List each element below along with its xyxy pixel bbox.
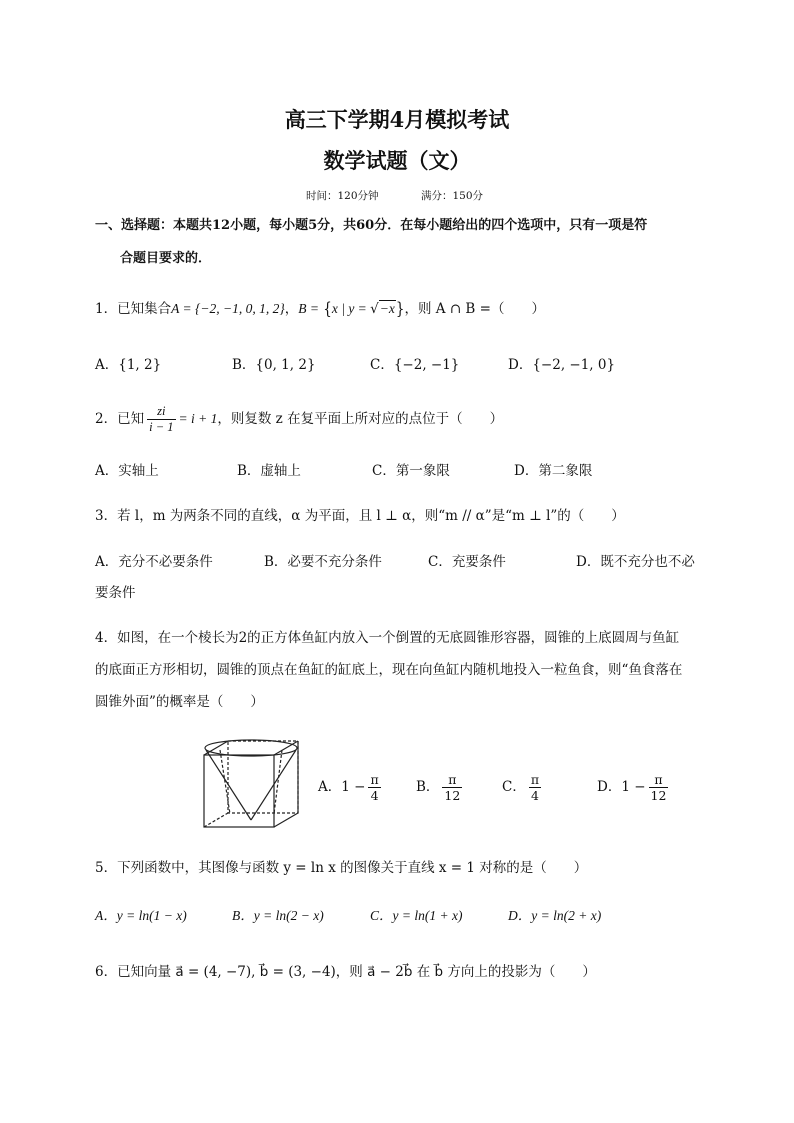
q3-option-d-cont: 要条件	[95, 585, 136, 601]
q4-option-d	[597, 768, 671, 806]
question-4-line-2: 的底面正方形相切，圆锥的顶点在鱼缸的缸底上，现在向鱼缸内随机地投入一粒鱼食，则“鱼食落在	[95, 662, 683, 678]
q4-option-c-num: π	[530, 772, 540, 787]
q4-option-c-fraction	[529, 772, 541, 803]
q2-option-b: B．虚轴上	[237, 463, 301, 479]
q4-option-a-fraction	[368, 772, 380, 803]
question-3: 3．若 l，m 为两条不同的直线，α 为平面，且 l ⊥ α，则“m // α”是“m ⊥ l”的（ ）	[95, 508, 625, 524]
question-4-line-1: 4．如图，在一个棱长为2的正方体鱼缸内放入一个倒置的无底圆锥形容器，圆锥的上底圆周与鱼缸	[95, 630, 680, 646]
q1-prefix: 1．已知集合	[95, 301, 172, 317]
cone-rim-ellipse	[205, 740, 297, 756]
cube-edge-bottom-right	[274, 813, 298, 827]
q1-option-c: C．{−2, −1}	[370, 357, 460, 373]
q2-frac-den: i − 1	[149, 420, 174, 434]
q5-option-d: D．y = ln(2 + x)	[508, 908, 602, 923]
q3-option-a: A．充分不必要条件	[95, 554, 213, 570]
q4-option-b-fraction	[442, 772, 462, 803]
q4-option-a-den: 4	[370, 788, 379, 803]
question-4-line-3: 圆锥外面”的概率是（ ）	[95, 694, 264, 710]
exam-subtitle: 数学试题（文）	[323, 148, 471, 173]
q4-option-b-label: B．	[416, 779, 440, 795]
q1-set-b-radicand: −x	[379, 301, 395, 316]
q3-option-d: D．既不充分也不必	[576, 554, 695, 570]
cube-front-face	[204, 755, 274, 827]
q2-option-a: A．实轴上	[95, 463, 159, 479]
q4-option-d-den: 12	[650, 788, 667, 803]
q1-tail: ，则 A ∩ B =（ ）	[404, 301, 545, 317]
q1-set-b-lead: B =	[298, 301, 319, 316]
cube-edge-hidden	[204, 813, 228, 827]
q4-option-d-fraction	[649, 772, 669, 803]
q4-option-c-label: C．	[502, 779, 526, 795]
section-heading: 一、选择题：本题共12小题，每小题5分，共60分．在每小题给出的四个选项中，只有一项是符	[95, 218, 648, 233]
q1-option-d: D．{−2, −1, 0}	[508, 357, 616, 373]
q4-option-d-label: D．1 −	[597, 779, 646, 795]
section-heading-cont: 合题目要求的．	[120, 251, 212, 266]
q4-option-c	[502, 768, 544, 806]
q4-option-a-num: π	[370, 772, 379, 787]
q2-option-c: C．第一象限	[372, 463, 450, 479]
q2-prefix: 2．已知	[95, 411, 145, 427]
q4-option-b	[416, 768, 465, 806]
q2-option-d: D．第二象限	[514, 463, 593, 479]
q5-option-c: C．y = ln(1 + x)	[370, 908, 463, 923]
cube-cone-figure	[196, 738, 308, 832]
q1-set-b-body: x | y =	[331, 301, 371, 316]
q4-option-b-den: 12	[444, 788, 461, 803]
q4-option-a	[318, 768, 384, 806]
q2-frac-num: zi	[147, 404, 175, 420]
q4-option-c-den: 4	[530, 788, 539, 803]
q5-option-b: B．y = ln(2 − x)	[232, 908, 324, 923]
q4-option-b-num: π	[442, 772, 462, 788]
q4-option-a-label: A．1 −	[318, 779, 366, 795]
question-6: 6．已知向量 a⃗ = (4, −7), b⃗ = (3, −4)，则 a⃗ − 2b⃗ 在 b⃗ 方向上的投影为（ ）	[95, 964, 596, 980]
question-5: 5．下列函数中，其图像与函数 y = ln x 的图像关于直线 x = 1 对称的是（ ）	[95, 860, 588, 876]
q1-option-b: B．{0, 1, 2}	[232, 357, 316, 373]
score-info: 满分：150分	[421, 190, 484, 202]
q3-option-b: B．必要不充分条件	[264, 554, 382, 570]
q5-option-a: A．y = ln(1 − x)	[95, 908, 187, 923]
q2-tail: ，则复数 z 在复平面上所对应的点位于（ ）	[217, 411, 504, 427]
exam-title: 高三下学期4月模拟考试	[284, 107, 510, 132]
q3-option-c: C．充要条件	[428, 554, 506, 570]
time-info: 时间：120分钟	[306, 190, 379, 202]
question-2	[95, 400, 503, 438]
q4-option-d-num: π	[649, 772, 669, 788]
q2-eq: = i + 1	[178, 411, 218, 426]
q1-set-a: A = {−2, −1, 0, 1, 2}	[171, 301, 285, 316]
q1-option-a: A．{1, 2}	[95, 357, 162, 373]
question-1: 1．已知集合A = {−2, −1, 0, 1, 2}，B = {x | y = √−x}，则 A ∩ B =（ ）	[95, 299, 545, 319]
q2-fraction	[147, 404, 175, 435]
